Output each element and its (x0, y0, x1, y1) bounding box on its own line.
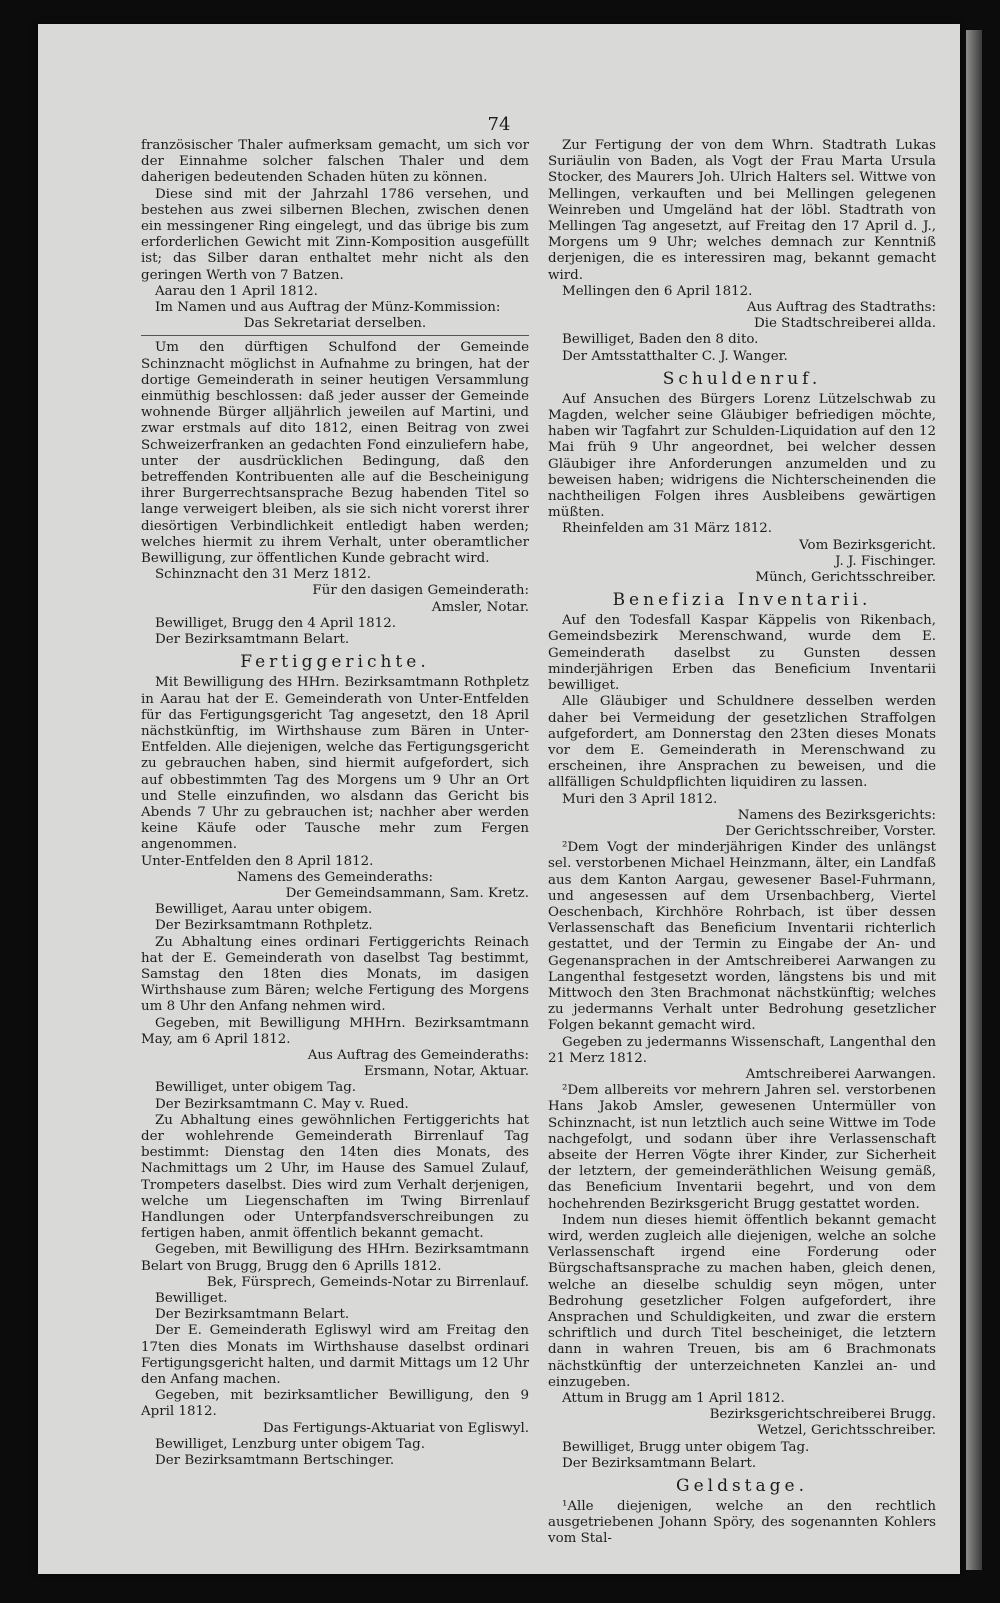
paragraph: Gegeben zu jedermanns Wissenschaft, Langenthal den 21 Merz 1812. (548, 1034, 936, 1066)
signature-line: Ersmann, Notar, Aktuar. (363, 1064, 529, 1080)
paragraph: Schinznacht den 31 Merz 1812. (155, 567, 371, 583)
paragraph: Aarau den 1 April 1812. (155, 283, 318, 299)
signature-line: Amsler, Notar. (431, 599, 529, 615)
signature-line: J. J. Fischinger. (835, 553, 936, 569)
paragraph: Indem nun dieses hiemit öffentlich bekannt gemacht wird, werden zugleich alle diejenigen, welche an solche Verlassenschaft irgend eine Forderung oder Bürgschaftsansprache zu machen haben, gleich denen, welche an dieselbe schuldig seyn mögen, unter Bedrohung gesetzlicher Folgen aufgefordert, ihre Ansprachen und Schuldigkeiten, und zwar die erstern schriftlich und durch Titel bescheiniget, die letztern dann in wahren Treuen, bis am 6 Brachmonats nächstkünftig der unterzeichneten Kanzlei an- und einzugeben. (548, 1212, 936, 1390)
section-heading: Schuldenruf. (662, 368, 822, 389)
paragraph: Der Bezirksamtmann Belart. (155, 1307, 350, 1323)
centered-line: Das Sekretariat derselben. (243, 316, 427, 332)
paragraph: ¹Alle diejenigen, welche an den rechtlich ausgetriebenen Johann Spöry, des sogenannten Kohlers vom Stal- (548, 1499, 936, 1547)
newspaper-page (38, 24, 960, 1574)
left-column (141, 138, 529, 1469)
paragraph: Gegeben, mit Bewilligung des HHrn. Bezirksamtmann Belart von Brugg, Brugg den 6 Aprills 1812. (141, 1242, 529, 1274)
paragraph: Zu Abhaltung eines gewöhnlichen Fertiggerichts hat der wohlehrende Gemeinderath Birrenlauf Tag bestimmt: Dienstag den 14ten dies Monats, des Nachmittags um 2 Uhr, im Hause des Samuel Zulauf, Trompeters daselbst. Dies wird zum Verhalt derjenigen, welche um Liegenschaften im Twing Birrenlauf Handlungen oder Unterpfandsverschreibungen zu fertigen haben, anmit öffentlich bekannt gemacht. (141, 1112, 529, 1242)
paragraph: Unter-Entfelden den 8 April 1812. (141, 853, 374, 869)
paragraph: Der Bezirksamtmann Belart. (562, 1455, 757, 1471)
page-edge (966, 30, 982, 1570)
paragraph: Um den dürftigen Schulfond der Gemeinde Schinznacht möglichst in Aufnahme zu bringen, hat der dortige Gemeinderath in seiner heutigen Versammlung einmüthig beschlossen: daß jeder ausser der Gemeinde wohnende Bürger alljährlich jeweilen auf Martini, und zwar erstmals auf dito 1812, einen Beitrag von zwei Schweizerfranken an gedachten Fond einzuliefern habe, unter der ausdrücklichen Bedingung, daß den betreffenden Kontribuenten alle auf die Bescheinigung ihrer Burgerrechtsansprache Bezug habenden Titel so lange verweigert bleiben, als sie sich nicht vorerst ihrer diesörtigen Verbindlichkeit entledigt haben werden; welches hiermit zu ihrem Verhalt, unter oberamtlicher Bewilligung, zur öffentlichen Kunde gebracht wird. (141, 340, 529, 567)
signature-line: Amtschreiberei Aarwangen. (745, 1066, 936, 1082)
signature-line: Der Gemeindsammann, Sam. Kretz. (285, 885, 529, 901)
section-heading: Geldstage. (676, 1476, 808, 1497)
paragraph: Alle Gläubiger und Schuldnere desselben werden daher bei Vermeidung der gesetzlichen Straffolgen aufgefordert, am Donnerstag den 23ten dieses Monats vor dem E. Gemeinderath in Merenschwand zu erscheinen, ihre Ansprachen zu beweisen, und die allfälligen Schuldpflichten liquidiren zu lassen. (548, 694, 936, 791)
paragraph: ²Dem Vogt der minderjährigen Kinder des unlängst sel. verstorbenen Michael Heinzmann, älter, ein Landfaß aus dem Kanton Aargau, gewesener Basel-Fuhrmann, und angesessen auf dem Ursenbachberg, Viertel Oeschenbach, Kirchhöre Rohrbach, ist über dessen Verlassenschaft das Beneficium Inventarii richterlich gestattet, und der Termin zu Eingabe der An- und Gegenansprachen in der Amtschreiberei Aarwangen zu Langenthal festgesetzt worden, längstens bis und mit Mittwoch den 3ten Brachmonat nächstkünftig; welches zu jedermanns Verhalt unter Bedrohung gesetzlicher Folgen bekannt gemacht wird. (548, 840, 936, 1034)
paragraph: Auf Ansuchen des Bürgers Lorenz Lützelschwab zu Magden, welcher seine Gläubiger befriedigen möchte, haben wir Tagfahrt zur Schulden-Liquidation auf den 12 Mai früh 9 Uhr angeordnet, bei welcher dessen Gläubiger ihre Anforderungen anzumelden und zu beweisen haben; widrigens die Nichterscheinenden die nachtheiligen Folgen ihres Ausbleibens gewärtigen müßten. (548, 391, 936, 521)
page-number: 74 (487, 114, 511, 135)
paragraph: Der Amtsstatthalter C. J. Wanger. (562, 348, 788, 364)
paragraph: Gegeben, mit Bewilligung MHHrn. Bezirksamtmann May, am 6 April 1812. (141, 1015, 529, 1047)
paragraph: Bewilliget, Brugg den 4 April 1812. (155, 615, 396, 631)
paragraph: Zur Fertigung der von dem Whrn. Stadtrath Lukas Suriäulin von Baden, als Vogt der Frau Marta Ursula Stocker, des Maurers Joh. Ulrich Halters sel. Wittwe von Mellingen, verkauften und bei Mellingen gelegenen Weinreben und Umgeländ hat der löbl. Stadtrath von Mellingen Tag angesetzt, auf Freitag den 17 April d. J., Morgens um 9 Uhr; welches demnach zur Kenntniß derjenigen, die es interessiren mag, bekannt gemacht wird. (548, 138, 936, 283)
paragraph: Der E. Gemeinderath Egliswyl wird am Freitag den 17ten dies Monats im Wirthshause daselbst ordinari Fertigungsgericht halten, und darmit Mittags um 12 Uhr den Anfang machen. (141, 1323, 529, 1388)
centered-line: Namens des Gemeinderaths: (236, 869, 434, 885)
section-divider (141, 335, 529, 336)
paragraph: Der Bezirksamtmann C. May v. Rued. (155, 1096, 409, 1112)
signature-line: Namens des Bezirksgerichts: (737, 807, 936, 823)
signature-line: Für den dasigen Gemeinderath: (312, 583, 529, 599)
paragraph: Diese sind mit der Jahrzahl 1786 versehen, und bestehen aus zwei silbernen Blechen, zwischen denen ein messingener Ring eingelegt, und das übrige bis zum erforderlichen Gewicht mit Zinn-Komposition ausgefüllt ist; das Silber daran enthaltet mehr nicht als den geringen Werth von 7 Batzen. (141, 186, 529, 283)
signature-line: Das Fertigungs-Aktuariat von Egliswyl. (262, 1420, 529, 1436)
paragraph: Bewilliget, Baden den 8 dito. (562, 332, 759, 348)
paragraph: Der Bezirksamtmann Rothpletz. (155, 918, 373, 934)
signature-line: Bezirksgerichtschreiberei Brugg. (709, 1407, 936, 1423)
paragraph: Bewilliget, Lenzburg unter obigem Tag. (155, 1436, 425, 1452)
section-heading: Benefizia Inventarii. (612, 590, 872, 611)
paragraph: französischer Thaler aufmerksam gemacht, um sich vor der Einnahme solcher falschen Thaler und dem daherigen bedeutenden Schaden hüten zu können. (141, 138, 529, 186)
paragraph: Mit Bewilligung des HHrn. Bezirksamtmann Rothpletz in Aarau hat der E. Gemeinderath von Unter-Entfelden für das Fertigungsgericht Tag angesetzt, den 18 April nächstkünftig, im Wirthshause zum Bären in Unter-Entfelden. Alle diejenigen, welche das Fertigungsgericht zu gebrauchen haben, sind hiermit aufgefordert, sich auf obbestimmten Tag des Morgens um 9 Uhr an Ort und Stelle einzufinden, wo alsdann das Gericht bis Abends 7 Uhr zu gebrauchen ist; nachher aber werden keine Käufe oder Tausche mehr zum Fergen angenommen. (141, 675, 529, 853)
signature-line: Wetzel, Gerichtsschreiber. (757, 1423, 936, 1439)
section-heading: Fertiggerichte. (240, 652, 430, 673)
paragraph: Im Namen und aus Auftrag der Münz-Kommission: (155, 300, 501, 316)
right-column (548, 138, 936, 1548)
paragraph: Bewilliget, Aarau unter obigem. (155, 902, 373, 918)
paragraph: Attum in Brugg am 1 April 1812. (562, 1391, 785, 1407)
signature-line: Aus Auftrag des Stadtraths: (746, 300, 936, 316)
paragraph: Bewilliget. (155, 1291, 228, 1307)
paragraph: Bewilliget, unter obigem Tag. (155, 1080, 357, 1096)
signature-line: Vom Bezirksgericht. (799, 537, 936, 553)
signature-line: Die Stadtschreiberei allda. (753, 316, 936, 332)
paragraph: Der Bezirksamtmann Belart. (155, 632, 350, 648)
paragraph: Zu Abhaltung eines ordinari Fertiggerichts Reinach hat der E. Gemeinderath von daselbst Tag bestimmt, Samstag den 18ten dies Monats, im dasigen Wirthshause zum Bären; welche Fertigung des Morgens um 8 Uhr den Anfang nehmen wird. (141, 934, 529, 1015)
paragraph: Muri den 3 April 1812. (562, 791, 718, 807)
signature-line: Der Gerichtsschreiber, Vorster. (725, 823, 936, 839)
signature-line: Münch, Gerichtsschreiber. (755, 570, 936, 586)
paragraph: Auf den Todesfall Kaspar Käppelis von Rikenbach, Gemeindsbezirk Merenschwand, wurde dem E. Gemeinderath daselbst zu Gunsten dessen minderjährigen Erben das Beneficium Inventarii bewilliget. (548, 613, 936, 694)
paragraph: Der Bezirksamtmann Bertschinger. (155, 1453, 395, 1469)
paragraph: Rheinfelden am 31 März 1812. (562, 521, 773, 537)
paragraph: Gegeben, mit bezirksamtlicher Bewilligung, den 9 April 1812. (141, 1388, 529, 1420)
signature-line: Bek, Fürsprech, Gemeinds-Notar zu Birrenlauf. (206, 1274, 529, 1290)
paragraph: Bewilliget, Brugg unter obigem Tag. (562, 1439, 810, 1455)
paragraph: ²Dem allbereits vor mehrern Jahren sel. verstorbenen Hans Jakob Amsler, gewesenen Untermüller von Schinznacht, ist nun letztlich auch seine Wittwe im Tode nachgefolgt, und sodann über ihre Verlassenschaft abseite der Herren Vögte ihrer Kinder, zur Sicherheit der letztern, der gemeinderäthlichen Weisung gemäß, das Beneficium Inventarii begehrt, und von dem hochehrenden Bezirksgericht Brugg gestattet worden. (548, 1083, 936, 1212)
signature-line: Aus Auftrag des Gemeinderaths: (307, 1047, 529, 1063)
paragraph: Mellingen den 6 April 1812. (562, 283, 753, 299)
